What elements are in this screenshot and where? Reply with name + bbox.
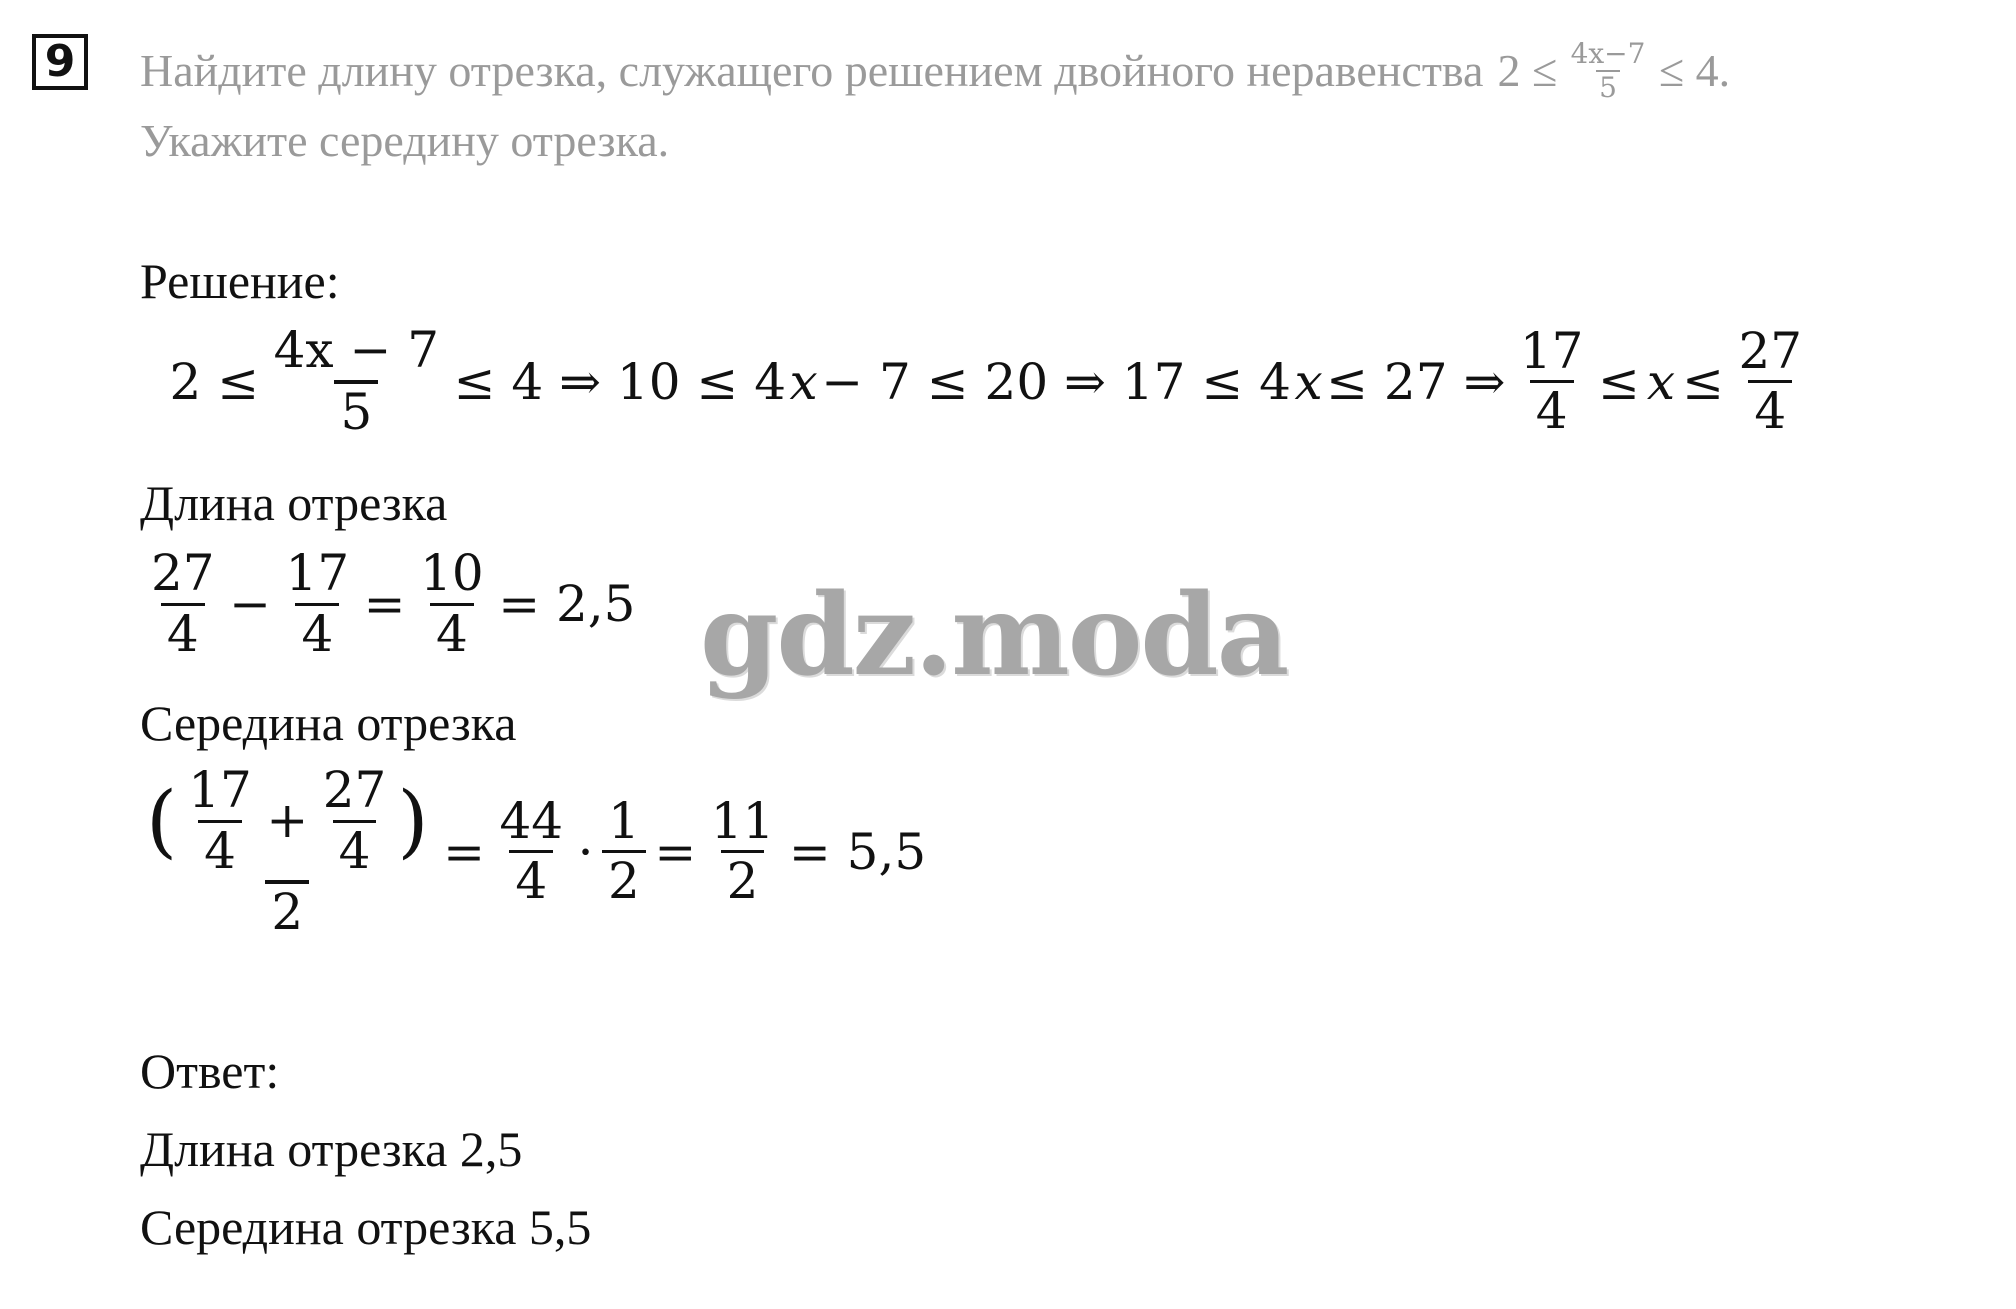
numerator: 17 bbox=[285, 544, 350, 602]
equals-sign: = bbox=[654, 822, 697, 881]
chain-part: ≤ bbox=[1682, 352, 1724, 411]
answer-length: Длина отрезка 2,5 bbox=[140, 1121, 523, 1177]
denominator: 5 bbox=[334, 380, 378, 442]
solution-heading: Решение: bbox=[140, 253, 340, 309]
plus-sign: + bbox=[266, 791, 309, 850]
numerator: 17 bbox=[1519, 321, 1584, 380]
denominator: 4 bbox=[1530, 380, 1574, 441]
midpoint-calculation bbox=[140, 762, 930, 942]
equals-sign: = bbox=[363, 575, 406, 633]
task-ineq-numerator: 4x−7 bbox=[1570, 37, 1646, 70]
chain-part: − 7 ≤ 20 ⇒ 17 ≤ 4 bbox=[821, 352, 1291, 411]
task-number-box bbox=[32, 34, 88, 90]
numerator: 27 bbox=[1738, 321, 1803, 380]
numerator: 4x − 7 bbox=[273, 321, 440, 379]
mid-fraction-e bbox=[705, 793, 781, 911]
task-number: 9 bbox=[44, 36, 76, 87]
watermark-logo: gdz.moda bbox=[700, 570, 1288, 701]
denominator: 4 bbox=[198, 820, 242, 881]
task-ineq-left: 2 ≤ bbox=[1497, 45, 1558, 97]
denominator: 4 bbox=[1748, 380, 1792, 441]
denominator: 4 bbox=[295, 603, 339, 664]
mid-fraction-b bbox=[317, 762, 393, 880]
minus-sign: − bbox=[229, 575, 272, 633]
mid-fraction-c bbox=[494, 793, 570, 911]
variable-x: x bbox=[1646, 352, 1676, 411]
numerator: 27 bbox=[151, 544, 215, 602]
chain-fraction-1 bbox=[268, 322, 446, 441]
task-ineq-fraction bbox=[1567, 38, 1649, 104]
numerator: 11 bbox=[710, 791, 775, 850]
equals-sign: = bbox=[443, 822, 485, 881]
outer-denominator: 2 bbox=[265, 880, 309, 942]
midpoint-result: = 5,5 bbox=[788, 822, 927, 881]
length-fraction-a bbox=[145, 545, 221, 663]
chain-part: ≤ 27 ⇒ bbox=[1326, 352, 1506, 411]
chain-fraction-3 bbox=[1732, 323, 1808, 441]
task-line-1 bbox=[140, 38, 1730, 104]
chain-fraction-2 bbox=[1514, 323, 1590, 441]
variable-x: x bbox=[1294, 352, 1323, 411]
numerator: 10 bbox=[420, 544, 484, 602]
length-heading: Длина отрезка bbox=[140, 475, 448, 531]
chain-part: 2 ≤ bbox=[169, 352, 260, 411]
denominator: 4 bbox=[430, 603, 474, 664]
denominator: 2 bbox=[721, 850, 765, 911]
numerator: 44 bbox=[499, 791, 564, 850]
numerator: 17 bbox=[188, 761, 252, 819]
right-parenthesis: ) bbox=[397, 774, 429, 867]
multiply-dot: · bbox=[577, 822, 594, 881]
denominator: 4 bbox=[161, 603, 205, 664]
numerator: 27 bbox=[322, 761, 387, 819]
answer-midpoint: Середина отрезка 5,5 bbox=[140, 1199, 592, 1255]
task-text: Найдите длину отрезка, служащего решением двойного неравенства bbox=[140, 45, 1484, 97]
task-ineq-denominator: 5 bbox=[1596, 70, 1621, 104]
mid-fraction-d bbox=[602, 793, 646, 911]
mid-fraction-a bbox=[182, 762, 258, 880]
chain-part: ≤ 4 ⇒ 10 ≤ 4 bbox=[453, 352, 787, 411]
left-parenthesis: ( bbox=[146, 774, 178, 867]
denominator: 4 bbox=[333, 820, 377, 881]
length-fraction-b bbox=[280, 545, 356, 663]
outer-numerator bbox=[140, 762, 435, 880]
variable-x: x bbox=[789, 352, 818, 411]
denominator: 2 bbox=[602, 850, 646, 911]
inequality-chain bbox=[166, 322, 1813, 441]
length-fraction-c bbox=[414, 545, 490, 663]
midpoint-heading: Середина отрезка bbox=[140, 695, 517, 751]
numerator: 1 bbox=[608, 791, 640, 850]
chain-part: ≤ bbox=[1597, 352, 1640, 411]
length-result: = 2,5 bbox=[498, 575, 636, 633]
task-line-2: Укажите середину отрезка. bbox=[140, 115, 670, 166]
answer-heading: Ответ: bbox=[140, 1043, 280, 1099]
task-ineq-right: ≤ 4. bbox=[1658, 45, 1731, 97]
midpoint-outer-fraction bbox=[140, 762, 435, 942]
length-calculation bbox=[140, 545, 639, 663]
denominator: 4 bbox=[509, 850, 553, 911]
